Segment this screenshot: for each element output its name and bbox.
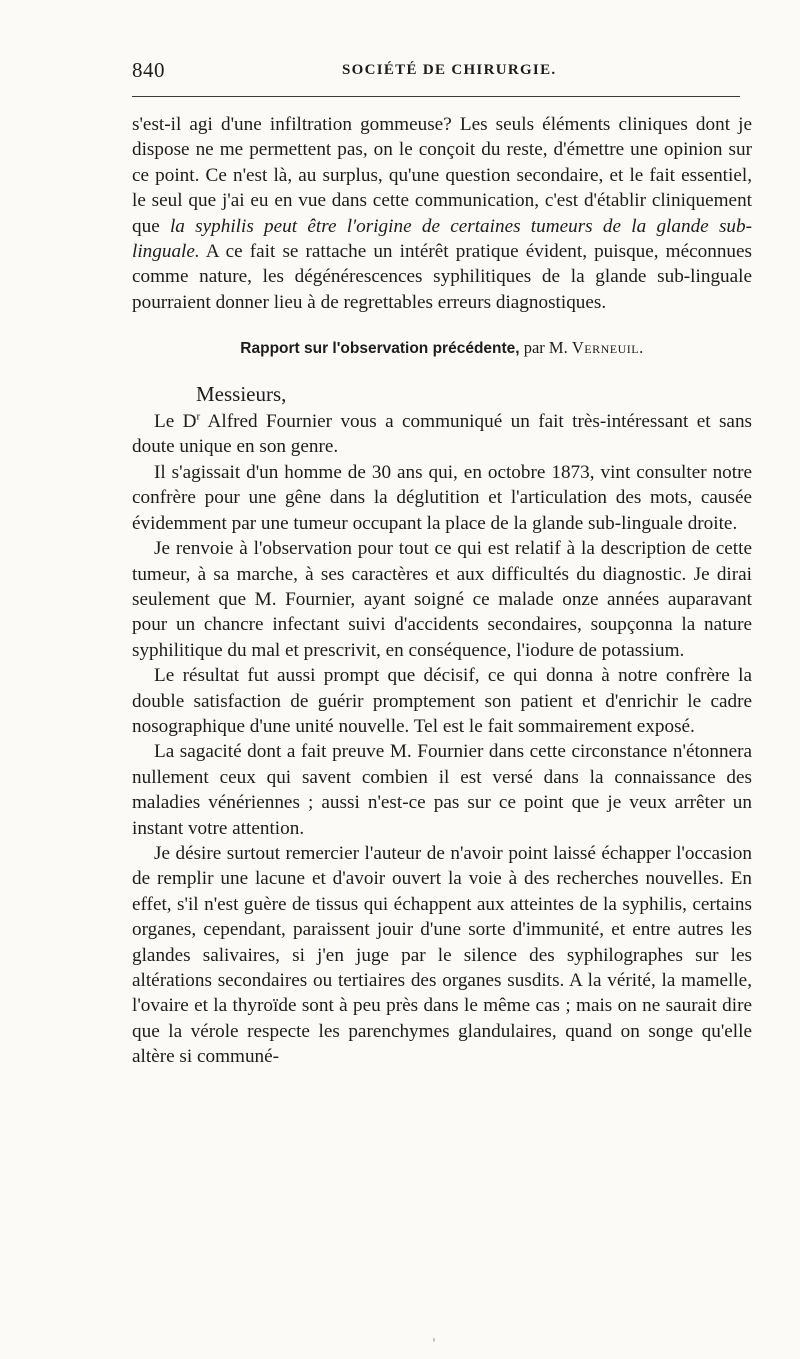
scan-speck: ˌ xyxy=(432,1328,436,1344)
report-heading xyxy=(132,335,752,361)
paragraph-1 xyxy=(132,409,752,460)
paragraph-5: La sagacité dont a fait preuve M. Fournier dans cette circonstance n'étonnera nullement ceux qui savent combien il est versé dans la connaissance des maladies vénériennes ; aussi n'est-ce pas sur ce point que je veux arrêter un instant votre attention. xyxy=(132,741,752,839)
paragraph-6: Je désire surtout remercier l'auteur de n'avoir point laissé échapper l'occasion de remplir une lacune et d'avoir ouvert la voie à des recherches nouvelles. En effet, s'il n'est guère de tissus qui échappent aux atteintes de la syphilis, certains organes, cependant, paraissent jouir d'une sorte d'immunité, et entre autres les glandes salivaires, si j'en juge par le silence des syphilographes sur les altérations secondaires ou tertiaires des organes susdits. A la vérité, la mamelle, l'ovaire et la thyroïde sont à peu près dans le même cas ; mais on ne saurait dire que la vérole respecte les parenchymes glandulaires, quand on songe qu'elle altère si communé- xyxy=(132,842,752,1068)
running-head xyxy=(132,58,750,86)
paragraph-2: Il s'agissait d'un homme de 30 ans qui, en octobre 1873, vint consulter notre confrère pour une gêne dans la déglutition et l'articulation des mots, causée évidemment par une tumeur occupant la place de la glande sub-linguale droite. xyxy=(132,461,752,534)
journal-title: SOCIÉTÉ DE CHIRURGIE. xyxy=(342,62,557,78)
intro-italic-thesis: la syphilis peut être l'origine de certaines tumeurs de la glande sub-linguale. xyxy=(132,215,752,263)
intro-text-2: A ce fait se rattache un intérêt pratique évident, puisque, méconnues comme nature, les dégénérescences syphilitiques de la glande sub-linguale pourraient donner lieu à de regrettables erreurs diagnostiques. xyxy=(132,241,752,313)
intro-paragraph xyxy=(132,112,752,315)
intro-text-1: s'est-il agi d'une infiltration gommeuse? Les seuls éléments cliniques dont je dispose ne me permettent pas, on le conçoit du reste, d'émettre une opinion sur ce point. Ce n'est là, au surplus, qu'une question secondaire, et le fait essentiel, le seul que j'ai eu en vue dans cette communication, c'est d'établir cliniquement que xyxy=(132,114,752,237)
header-rule xyxy=(132,96,740,97)
p1-superscript: r xyxy=(196,410,201,423)
paragraph-3: Je renvoie à l'observation pour tout ce qui est relatif à la description de cette tumeur, à sa marche, à ses caractères et aux difficultés du diagnostic. Je dirai seulement que M. Fournier, ayant soigné ce malade onze années auparavant pour un chancre infectant suivi d'accidents secondaires, soupçonna la nature syphilitique du mal et prescrivit, en conséquence, l'iodure de potassium. xyxy=(132,538,752,661)
body-text xyxy=(132,112,752,1070)
report-author: Verneuil. xyxy=(571,338,644,358)
salutation: Messieurs, xyxy=(196,381,287,406)
report-by: par M. xyxy=(523,338,568,358)
p1-text-before: Le D xyxy=(154,411,197,433)
page-number: 840 xyxy=(132,58,165,82)
report-title: Rapport sur l'observation précédente, xyxy=(240,340,520,358)
paragraph-4: Le résultat fut aussi prompt que décisif, ce qui donna à notre confrère la double satisfaction de guérir promptement son patient et d'enrichir le cadre nosographique d'une unité nouvelle. Tel est le fait sommairement exposé. xyxy=(132,665,752,737)
p1-text-after: Alfred Fournier vous a communiqué un fait très-intéressant et sans doute unique en son genre. xyxy=(132,411,752,458)
